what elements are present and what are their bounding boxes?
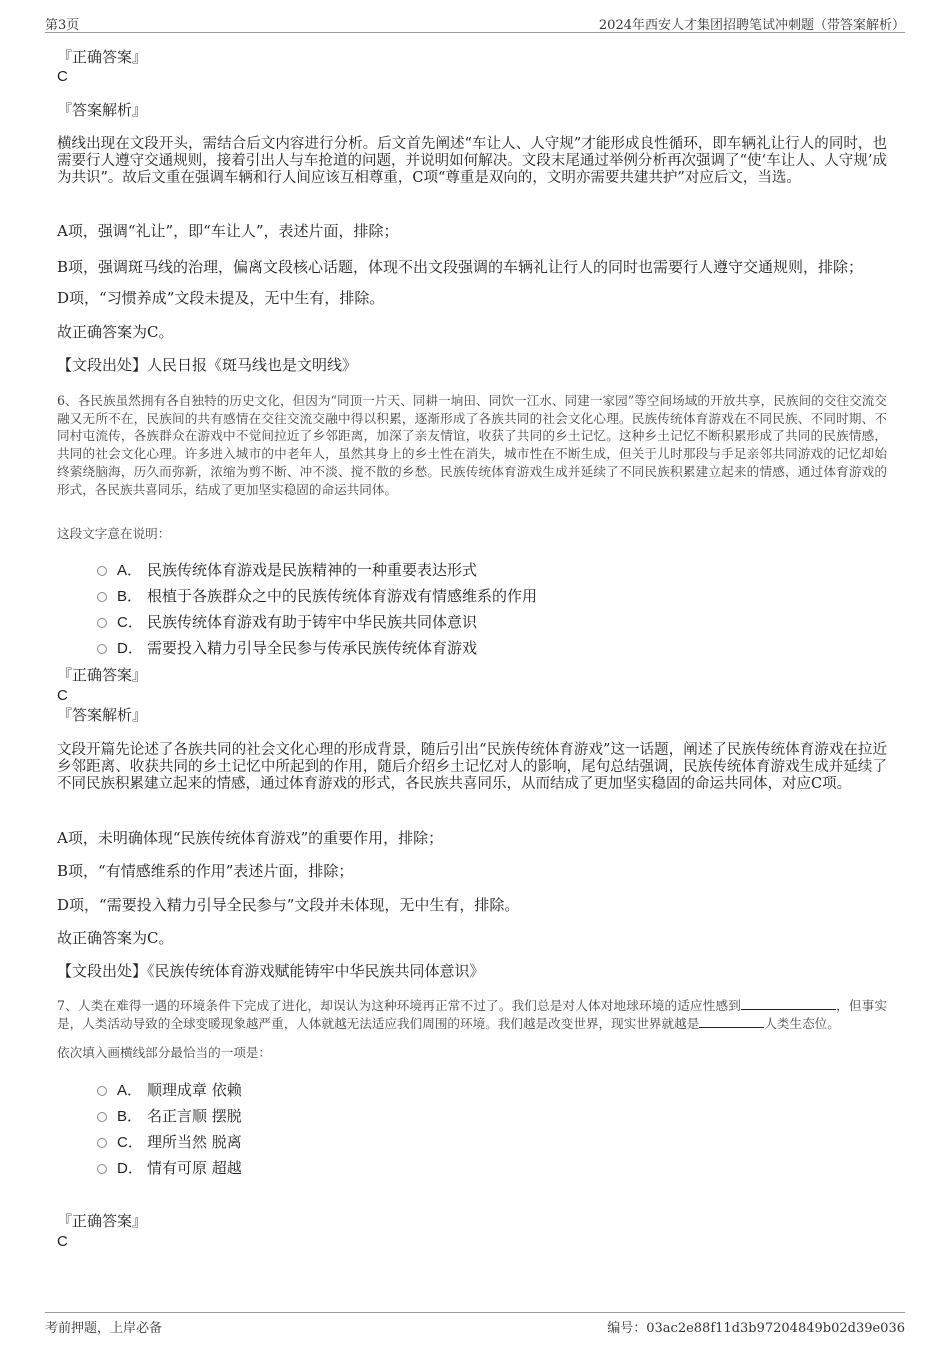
option-d[interactable]: D． 情有可原 超越: [97, 1159, 242, 1178]
option-c[interactable]: C． 民族传统体育游戏有助于铸牢中华民族共同体意识: [97, 613, 477, 632]
option-d[interactable]: D． 需要投入精力引导全民参与传承民族传统体育游戏: [97, 639, 477, 658]
option-c[interactable]: C． 理所当然 脱离: [97, 1133, 242, 1152]
conclusion: 故正确答案为C。: [57, 323, 174, 341]
radio-icon[interactable]: [97, 592, 107, 602]
radio-icon[interactable]: [97, 1086, 107, 1096]
option-b-analysis: B项，“有情感维系的作用”表述片面，排除；: [57, 862, 354, 880]
radio-icon[interactable]: [97, 1112, 107, 1122]
fill-blank-1[interactable]: [741, 997, 836, 1010]
radio-icon[interactable]: [97, 1164, 107, 1174]
radio-icon[interactable]: [97, 1138, 107, 1148]
question-6-prompt: 这段文字意在说明：: [57, 526, 171, 541]
option-d-analysis: D项，“习惯养成”文段未提及，无中生有，排除。: [57, 289, 385, 307]
option-a-analysis: A项，未明确体现“民族传统体育游戏”的重要作用，排除；: [57, 829, 444, 847]
analysis-label: 『答案解析』: [57, 101, 148, 119]
analysis-text: 横线出现在文段开头，需结合后文内容进行分析。后文首先阐述“车让人、人守规”才能形成良性循环，即车辆礼让行人的同时，也需要行人遵守交通规则，接着引出人与车抢道的问题，并说明如何解决。文段末尾通过举例分析再次强调了“使‘车让人、人守规’成为共识”。故后文重在强调车辆和行人间应该互相尊重，C项“尊重是双向的，文明亦需要共建共护”对应后文，当选。: [57, 136, 887, 186]
conclusion: 故正确答案为C。: [57, 929, 174, 947]
document-title: 2024年西安人才集团招聘笔试冲刺题（带答案解析）: [598, 18, 905, 33]
source-citation: 【文段出处】人民日报《斑马线也是文明线》: [57, 356, 358, 374]
page-footer: [45, 1312, 905, 1335]
option-a[interactable]: A． 顺理成章 依赖: [97, 1081, 242, 1100]
option-b[interactable]: B． 根植于各族群众之中的民族传统体育游戏有情感维系的作用: [97, 587, 537, 606]
source-citation: 【文段出处】《民族传统体育游戏赋能铸牢中华民族共同体意识》: [57, 962, 485, 980]
answer-value: C: [57, 68, 68, 85]
question-7-stem: 7、人类在难得一遇的环境条件下完成了进化，却误认为这种环境再正常不过了。我们总是对人体对地球环境的适应性感到 ，但事实是，人类活动导致的全球变暖现象越严重，人体就越无法适应我们周围的环境。我们越是改变世界，现实世界就越是 人类生态位。: [57, 998, 888, 1031]
radio-icon[interactable]: [97, 644, 107, 654]
page-number: 第3页: [45, 18, 80, 33]
answer-label: 『正确答案』: [57, 48, 148, 66]
option-b-analysis: B项，强调斑马线的治理，偏离文段核心话题，体现不出文段强调的车辆礼让行人的同时也需要行人遵守交通规则，排除；: [57, 258, 864, 276]
option-a[interactable]: A． 民族传统体育游戏是民族精神的一种重要表达形式: [97, 561, 477, 580]
analysis-label: 『答案解析』: [57, 706, 148, 724]
answer-label: 『正确答案』: [57, 666, 148, 684]
footer-motto: 考前押题，上岸必备: [45, 1321, 163, 1336]
option-d-analysis: D项，“需要投入精力引导全民参与”文段并未体现，无中生有，排除。: [57, 896, 520, 914]
option-b[interactable]: B． 名正言顺 摆脱: [97, 1107, 242, 1126]
option-a-analysis: A项，强调“礼让”，即“车让人”，表述片面，排除；: [57, 222, 399, 240]
answer-value: C: [57, 687, 68, 704]
radio-icon[interactable]: [97, 566, 107, 576]
question-7-prompt: 依次填入画横线部分最恰当的一项是：: [57, 1045, 272, 1060]
analysis-text: 文段开篇先论述了各族共同的社会文化心理的形成背景，随后引出“民族传统体育游戏”这一话题，阐述了民族传统体育游戏在拉近乡邻距离、收获共同的乡土记忆中所起到的作用，随后介绍乡土记忆对人的影响，尾句总结强调，民族传统体育游戏生成并延续了不同民族积累建立起来的情感，通过体育游戏的形式，各民族共喜同乐，从而结成了更加坚实稳固的命运共同体，对应C项。: [57, 742, 887, 792]
question-6-stem: 6、各民族虽然拥有各自独特的历史文化，但因为“同顶一片天、同耕一垧田、同饮一江水、同建一家园”等空间场域的开放共享，民族间的交往交流交融又无所不在，民族间的共有感情在交往交流交融中得以积累，逐渐形成了各族共同的社会文化心理。民族传统体育游戏在不同民族、不同时期、不同村屯流传，各族群众在游戏中不觉间拉近了乡邻距离，加深了亲友情谊，收获了共同的乡土记忆。这种乡土记忆不断积累形成了共同的民族情感，共同的社会文化心理。许多进入城市的中老年人，虽然其身上的乡土性在消失，城市性在不断生成，但关于儿时那段与手足亲邻共同游戏的记忆却始终萦绕脑海，历久而弥新，浓缩为剪不断、冲不淡、搅不散的乡愁。民族传统体育游戏生成并延续了不同民族积累建立起来的情感，通过体育游戏的形式，各民族共喜同乐，结成了更加坚实稳固的命运共同体。: [57, 393, 887, 497]
document-code: 编号：03ac2e88f11d3b97204849b02d39e036: [607, 1321, 905, 1336]
answer-value: C: [57, 1233, 68, 1250]
fill-blank-2[interactable]: [699, 1015, 764, 1028]
page-header: [45, 12, 905, 33]
answer-label: 『正确答案』: [57, 1212, 148, 1230]
radio-icon[interactable]: [97, 618, 107, 628]
